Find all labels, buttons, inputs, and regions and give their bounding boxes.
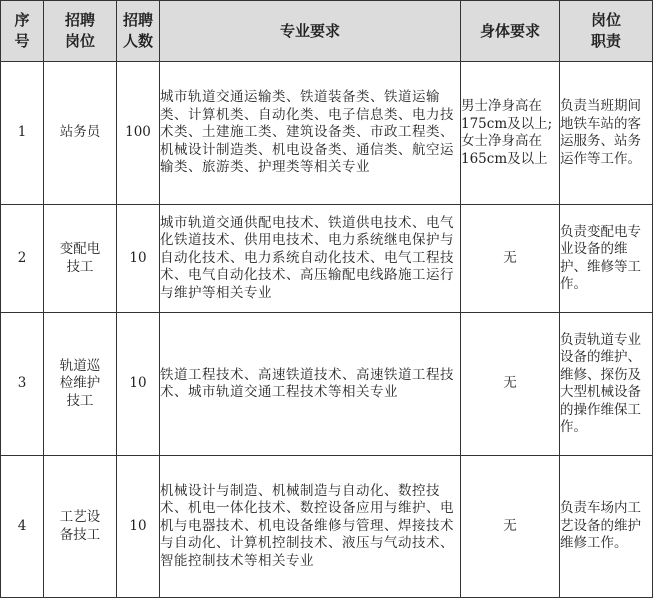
row-count: 10 bbox=[117, 456, 160, 598]
header-position: 招聘 岗位 bbox=[44, 1, 117, 62]
row-physical: 无 bbox=[461, 205, 560, 313]
header-row bbox=[1, 1, 653, 62]
header-seq: 序 号 bbox=[1, 1, 44, 62]
row-seq: 2 bbox=[1, 205, 44, 313]
table-row bbox=[1, 313, 653, 456]
table-row bbox=[1, 456, 653, 598]
row-duty: 负责当班期间地铁车站的客运服务、站务运作等工作。 bbox=[560, 62, 653, 205]
header-major: 专业要求 bbox=[160, 1, 461, 62]
row-seq: 3 bbox=[1, 313, 44, 456]
row-position: 变配电 技工 bbox=[44, 205, 117, 313]
row-major: 机械设计与制造、机械制造与自动化、数控技术、机电一体化技术、数控设备应用与维护、电机与电器技术、机电设备维修与管理、焊接技术与自动化、计算机控制技术、液压与气动技术、智能控制技术等相关专业 bbox=[160, 456, 461, 598]
row-count: 10 bbox=[117, 205, 160, 313]
table-body bbox=[1, 62, 653, 598]
row-major: 铁道工程技术、高速铁道技术、高速铁道工程技术、城市轨道交通工程技术等相关专业 bbox=[160, 313, 461, 456]
row-major: 城市轨道交通运输类、铁道装备类、铁道运输类、计算机类、自动化类、电子信息类、电力技术类、土建施工类、建筑设备类、市政工程类、机械设计制造类、机电设备类、通信类、航空运输类、旅游类、护理类等相关专业 bbox=[160, 62, 461, 205]
header-count: 招聘 人数 bbox=[117, 1, 160, 62]
header-duty: 岗位 职责 bbox=[560, 1, 653, 62]
row-seq: 4 bbox=[1, 456, 44, 598]
row-major: 城市轨道交通供配电技术、铁道供电技术、电气化铁道技术、供用电技术、电力系统继电保护与自动化技术、电力系统自动化技术、电气工程技术、电气自动化技术、高压输配电线路施工运行与维护等相关专业 bbox=[160, 205, 461, 313]
row-seq: 1 bbox=[1, 62, 44, 205]
header-physical: 身体要求 bbox=[461, 1, 560, 62]
row-position: 站务员 bbox=[44, 62, 117, 205]
row-count: 100 bbox=[117, 62, 160, 205]
table-header bbox=[1, 1, 653, 62]
row-physical: 无 bbox=[461, 313, 560, 456]
row-physical: 男士净身高在175cm及以上; 女士净身高在165cm及以上 bbox=[461, 62, 560, 205]
row-duty: 负责车场内工艺设备的维护维修工作。 bbox=[560, 456, 653, 598]
row-position: 轨道巡 检维护 技工 bbox=[44, 313, 117, 456]
table-row bbox=[1, 205, 653, 313]
row-duty: 负责变配电专业设备的维护、维修等工作。 bbox=[560, 205, 653, 313]
row-count: 10 bbox=[117, 313, 160, 456]
row-duty: 负责轨道专业设备的维护、维修、探伤及大型机械设备的操作维保工作。 bbox=[560, 313, 653, 456]
table-row bbox=[1, 62, 653, 205]
row-physical: 无 bbox=[461, 456, 560, 598]
row-position: 工艺设 备技工 bbox=[44, 456, 117, 598]
